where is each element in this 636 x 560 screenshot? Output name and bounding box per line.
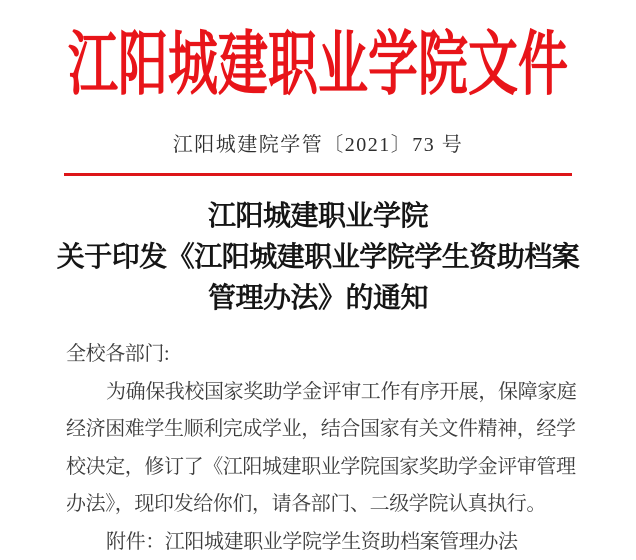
masthead-title: 江阳城建职业学院文件 [68, 24, 568, 104]
paragraph-line: 办法》，现印发给你们，请各部门、二级学院认真执行。 [66, 493, 546, 515]
notice-title-line-3: 管理办法》的通知 [207, 283, 428, 314]
document-header [0, 24, 636, 176]
document-number: 江阳城建院学管〔2021〕73 号 [172, 134, 464, 156]
red-separator-line [64, 173, 572, 176]
notice-title-block [0, 196, 636, 319]
paragraph-line: 经济困难学生顺利完成学业，结合国家有关文件精神，经学 [66, 418, 576, 440]
notice-title-line-1: 江阳城建职业学院 [207, 201, 428, 232]
document-body [66, 336, 577, 560]
paragraph-line: 校决定，修订了《江阳城建职业学院国家奖助学金评审管理 [66, 455, 576, 478]
notice-title-line-2: 关于印发《江阳城建职业学院学生资助档案 [56, 242, 580, 273]
attachment-line: 附件：江阳城建职业学院学生资助档案管理办法 [106, 530, 518, 553]
paragraph-line: 为确保我校国家奖助学金评审工作有序开展，保障家庭 [106, 380, 577, 403]
salutation: 全校各部门: [66, 343, 170, 365]
